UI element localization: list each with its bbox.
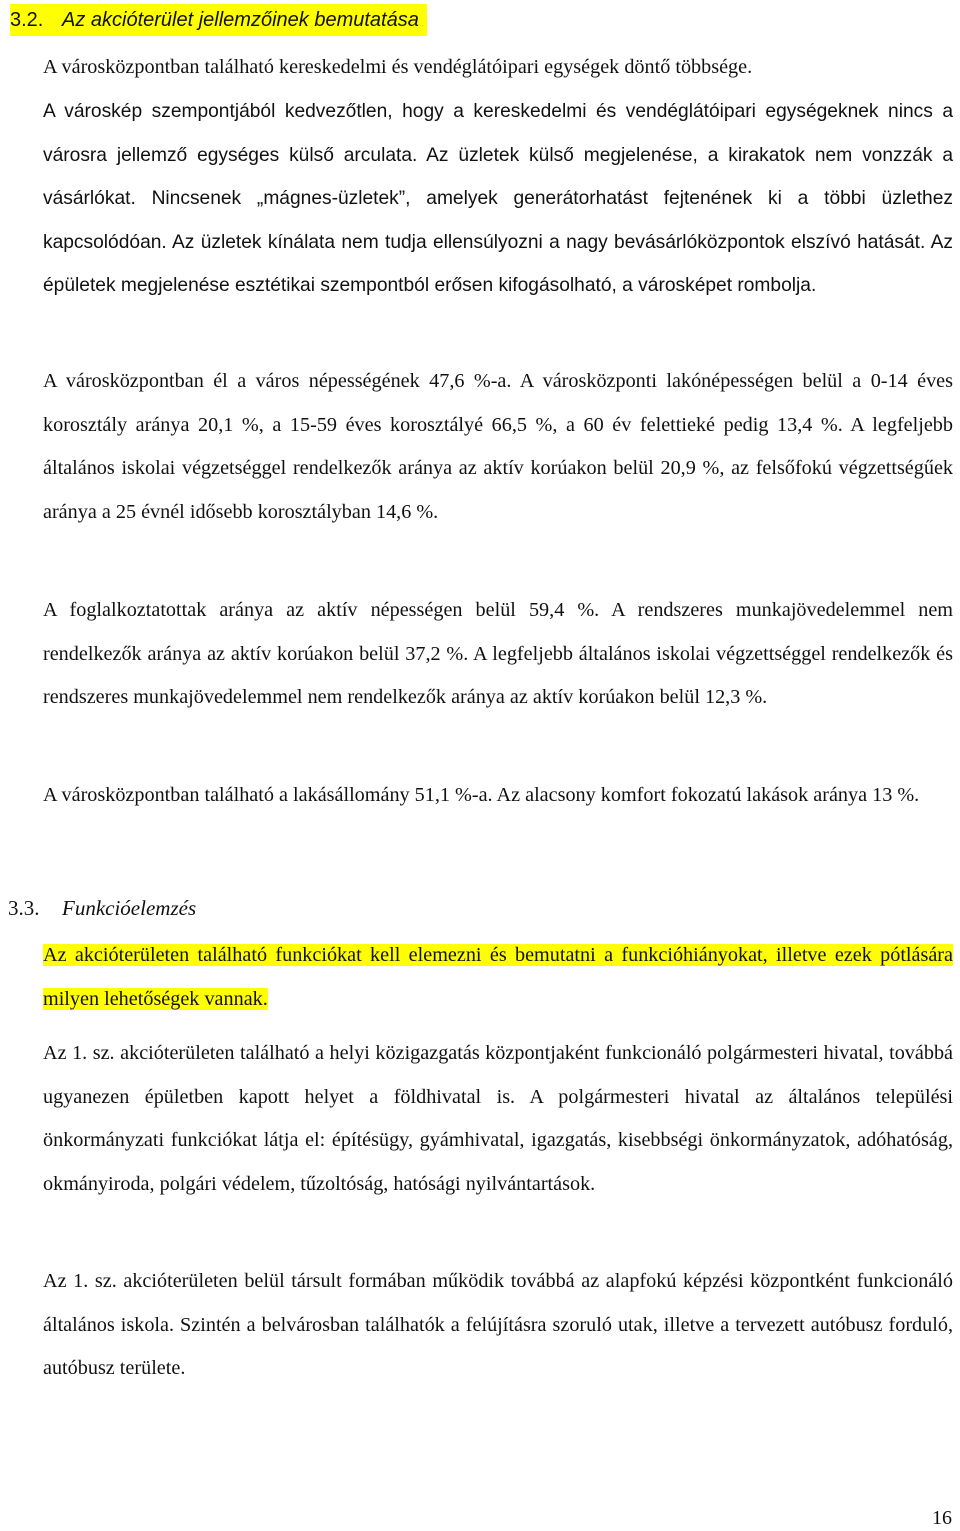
paragraph-administration: Az 1. sz. akcióterületen található a helyi közigazgatás központjaként funkcionáló polgármesteri hivatal, továbbá ugyanezen épületben kapott helyet a földhivatal is. A polgármesteri hivatal az általános települési önkormányzati funkciókat látja el: építésügy, gyámhivatal, igazgatás, kisebbségi önkormányzatok, adóhatóság, okmányiroda, polgári védelem, tűzoltóság, hatósági nyilvántartások. bbox=[43, 1042, 953, 1195]
section-number: 3.2. bbox=[10, 9, 44, 31]
paragraph-school-roads: Az 1. sz. akcióterületen belül társult formában működik továbbá az alapfokú képzési központként funkcionáló általános iskola. Szintén a belvárosban találhatók a felújításra szoruló utak, illetve a tervezett autóbusz forduló, autóbusz területe. bbox=[43, 1270, 953, 1380]
section-title: Az akcióterület jellemzőinek bemutatása bbox=[62, 9, 419, 31]
paragraph-retail-line1: A városközpontban található kereskedelmi és vendéglátóipari egységek döntő többsége. bbox=[43, 56, 753, 78]
paragraph-housing: A városközpontban található a lakásállomány 51,1 %-a. Az alacsony komfort fokozatú lakások aránya 13 %. bbox=[43, 784, 920, 806]
paragraph-population: A városközpontban él a város népességének 47,6 %-a. A városközponti lakónépességen belül a 0-14 éves korosztály aránya 20,1 %, a 15-59 éves korosztályé 66,5 %, a 60 év felettieké pedig 13,4 %. A legfeljebb általános iskolai végzetséggel rendelkezők aránya az aktív korúakon belül 20,9 %, az felsőfokú végzettségűek aránya a 25 évnél idősebb korosztályban 14,6 %. bbox=[43, 370, 953, 523]
highlighted-text: Az akcióterületen található funkciókat kell elemezni és bemutatni a funkcióhiányokat, illetve ezek pótlására milyen lehetőségek vannak. bbox=[43, 944, 953, 1010]
paragraph-retail: A városkép szempontjából kedvezőtlen, hogy a kereskedelmi és vendéglátóipari egységeknek nincs a városra jellemző egységes külső arculata. Az üzletek külső megjelenése, a kirakatok nem vonzzák a vásárlókat. Nincsenek „mágnes-üzletek”, amelyek generátorhatást fejtenének ki a többi üzlethez kapcsolódóan. Az üzletek kínálata nem tudja ellensúlyozni a nagy bevásárlóközpontok elszívó hatását. Az épületek megjelenése esztétikai szempontból erősen kifogásolható, a városképet rombolja. bbox=[43, 101, 953, 297]
section-title: Funkcióelemzés bbox=[62, 896, 197, 920]
section-number: 3.3. bbox=[8, 896, 40, 920]
paragraph-employment: A foglalkoztatottak aránya az aktív népességen belül 59,4 %. A rendszeres munkajövedelemmel nem rendelkezők aránya az aktív korúakon belül 37,2 %. A legfeljebb általános iskolai végzettséggel rendelkezők és rendszeres munkajövedelemmel nem rendelkezők aránya az aktív korúakon belül 12,3 %. bbox=[43, 599, 953, 709]
page-number: 16 bbox=[932, 1507, 952, 1529]
section-heading-3-2 bbox=[10, 4, 427, 36]
paragraph-instruction-highlighted bbox=[43, 934, 953, 1021]
section-heading-3-3 bbox=[8, 892, 196, 924]
